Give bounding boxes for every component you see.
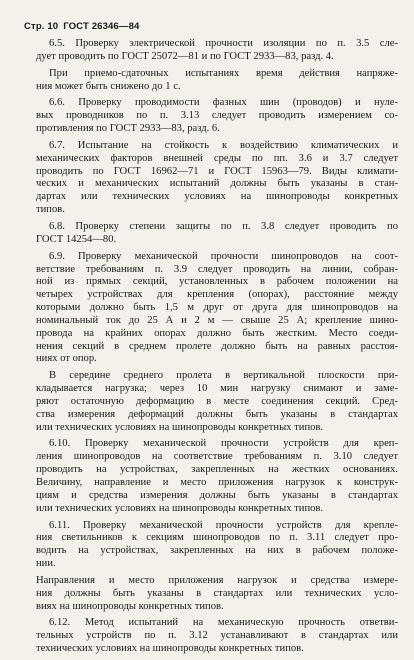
paragraph — [36, 97, 398, 136]
text-line: механических факторов внешней среды по пп. 3.6 и 3.7 следует — [36, 152, 398, 164]
text-line: тельных устройств по п. 3.12 устанавливают в стандартах или — [36, 630, 398, 642]
text-line: Направления и место приложения нагрузок и средства измере- — [36, 574, 398, 586]
standard-designation: ГОСТ 26346—84 — [63, 21, 140, 32]
text-line: ной из прямых секций, установленных в рабочем положении на — [36, 276, 398, 288]
text-line: вых проводников по п. 3.13 следует проводить измерением со- — [36, 110, 398, 122]
document-body — [36, 38, 398, 660]
text-line: ния должны быть указаны в стандартах или технических усло- — [36, 587, 398, 599]
text-line: технических условиях на шинопроводы конкретных типов. — [36, 643, 304, 655]
text-line: 6.12. Метод испытаний на механическую прочность ответви- — [49, 617, 398, 629]
text-line: ряют остаточную деформацию в месте соединения секций. Сред- — [36, 395, 398, 407]
text-line: или технических условиях на шинопроводы конкретных типов. — [36, 421, 324, 433]
paragraph — [36, 520, 398, 571]
text-line: или технических условиях на шинопроводы конкретных типов. — [36, 502, 324, 514]
paragraph — [36, 140, 398, 217]
paragraph — [36, 251, 398, 367]
text-line: провода на крайних опорах должно быть жестким. Место соеди- — [36, 327, 398, 339]
text-line: проводить на устройствах, закрепленных на жестких основаниях. — [36, 464, 398, 476]
text-line: типов. — [36, 204, 65, 216]
text-line: дует проводить по ГОСТ 25072—81 и по ГОСТ 2933—83, разд. 4. — [36, 50, 334, 62]
text-line: 6.9. Проверку механической прочности шинопроводов на соот- — [49, 250, 398, 262]
text-line: противления по ГОСТ 2933—83, разд. 6. — [36, 123, 220, 135]
text-line: ления шинопроводов на соответствие требованиям п. 3.10 следует — [36, 451, 398, 463]
text-line: водить на устройствах, закрепленных на них в рабочем положе- — [36, 545, 398, 557]
text-line: ниях от опор. — [36, 353, 97, 365]
paragraph — [36, 575, 398, 614]
text-line: 6.6. Проверку проводимости фазных шин (проводов) и нуле- — [49, 97, 398, 109]
text-line: ГОСТ 14254—80. — [36, 233, 117, 245]
text-line: ния светильников к секциям шинопроводов по п. 3.11 следует про- — [36, 532, 398, 544]
paragraph — [36, 38, 398, 64]
text-line: При приемо-сдаточных испытаниях время действия напряже- — [49, 67, 398, 79]
text-line: ветствие требованиям п. 3.9 следует проводить на линии, собран- — [36, 263, 398, 275]
text-line: циям и средства измерения должны быть указаны в стандартах — [36, 489, 398, 501]
text-line: ства измерения деформаций должны быть указаны в стандартах — [36, 408, 398, 420]
text-line: нии. — [36, 558, 56, 570]
text-line: 6.8. Проверку степени защиты по п. 3.8 следует проводить по — [49, 220, 398, 232]
text-line: кладывается нагрузка; через 10 мин нагрузку снимают и заме- — [36, 383, 398, 395]
text-line: нения секций в среднем пролете должно быть на равных расстоя- — [36, 340, 398, 352]
text-line: 6.7. Испытание на стойкость к воздействию климатических и — [49, 139, 398, 151]
paragraph — [36, 438, 398, 515]
text-line: виях на шинопроводы конкретных типов. — [36, 600, 224, 612]
text-line: дартах или технических условиях на шинопроводы конкретных — [36, 191, 398, 203]
text-line: 6.10. Проверку механической прочности устройств для креп- — [49, 438, 398, 450]
text-line: В середине среднего пролета в вертикальной плоскости при- — [49, 370, 398, 382]
text-line: 6.5. Проверку электрической прочности изоляции по п. 3.5 сле- — [49, 38, 398, 49]
paragraph — [36, 617, 398, 656]
text-line: номинальный ток до 25 А и 2 м — свыше 25 А; крепление шино- — [36, 314, 398, 326]
text-line: 6.11. Проверку механической прочности устройств для крепле- — [49, 519, 398, 531]
text-line: которыми должно быть 1,5 м друг от друга для шинопроводов на — [36, 302, 398, 314]
text-line: четырех устройствах для крепления (опорах), расстояние между — [36, 289, 398, 301]
page-number: Стр. 10 — [24, 21, 59, 32]
text-line: проводить по ГОСТ 16962—71 и ГОСТ 15963—79. Виды климати- — [36, 165, 398, 177]
paragraph — [36, 68, 398, 94]
text-line: ния может быть снижено до 1 с. — [36, 80, 181, 92]
page-header — [24, 21, 139, 32]
text-line: Величину, направление и место приложения нагрузок к конструк- — [36, 477, 398, 488]
text-line: ческих и механических испытаний должны быть указаны в стан- — [36, 178, 398, 190]
paragraph — [36, 221, 398, 247]
paragraph — [36, 370, 398, 434]
